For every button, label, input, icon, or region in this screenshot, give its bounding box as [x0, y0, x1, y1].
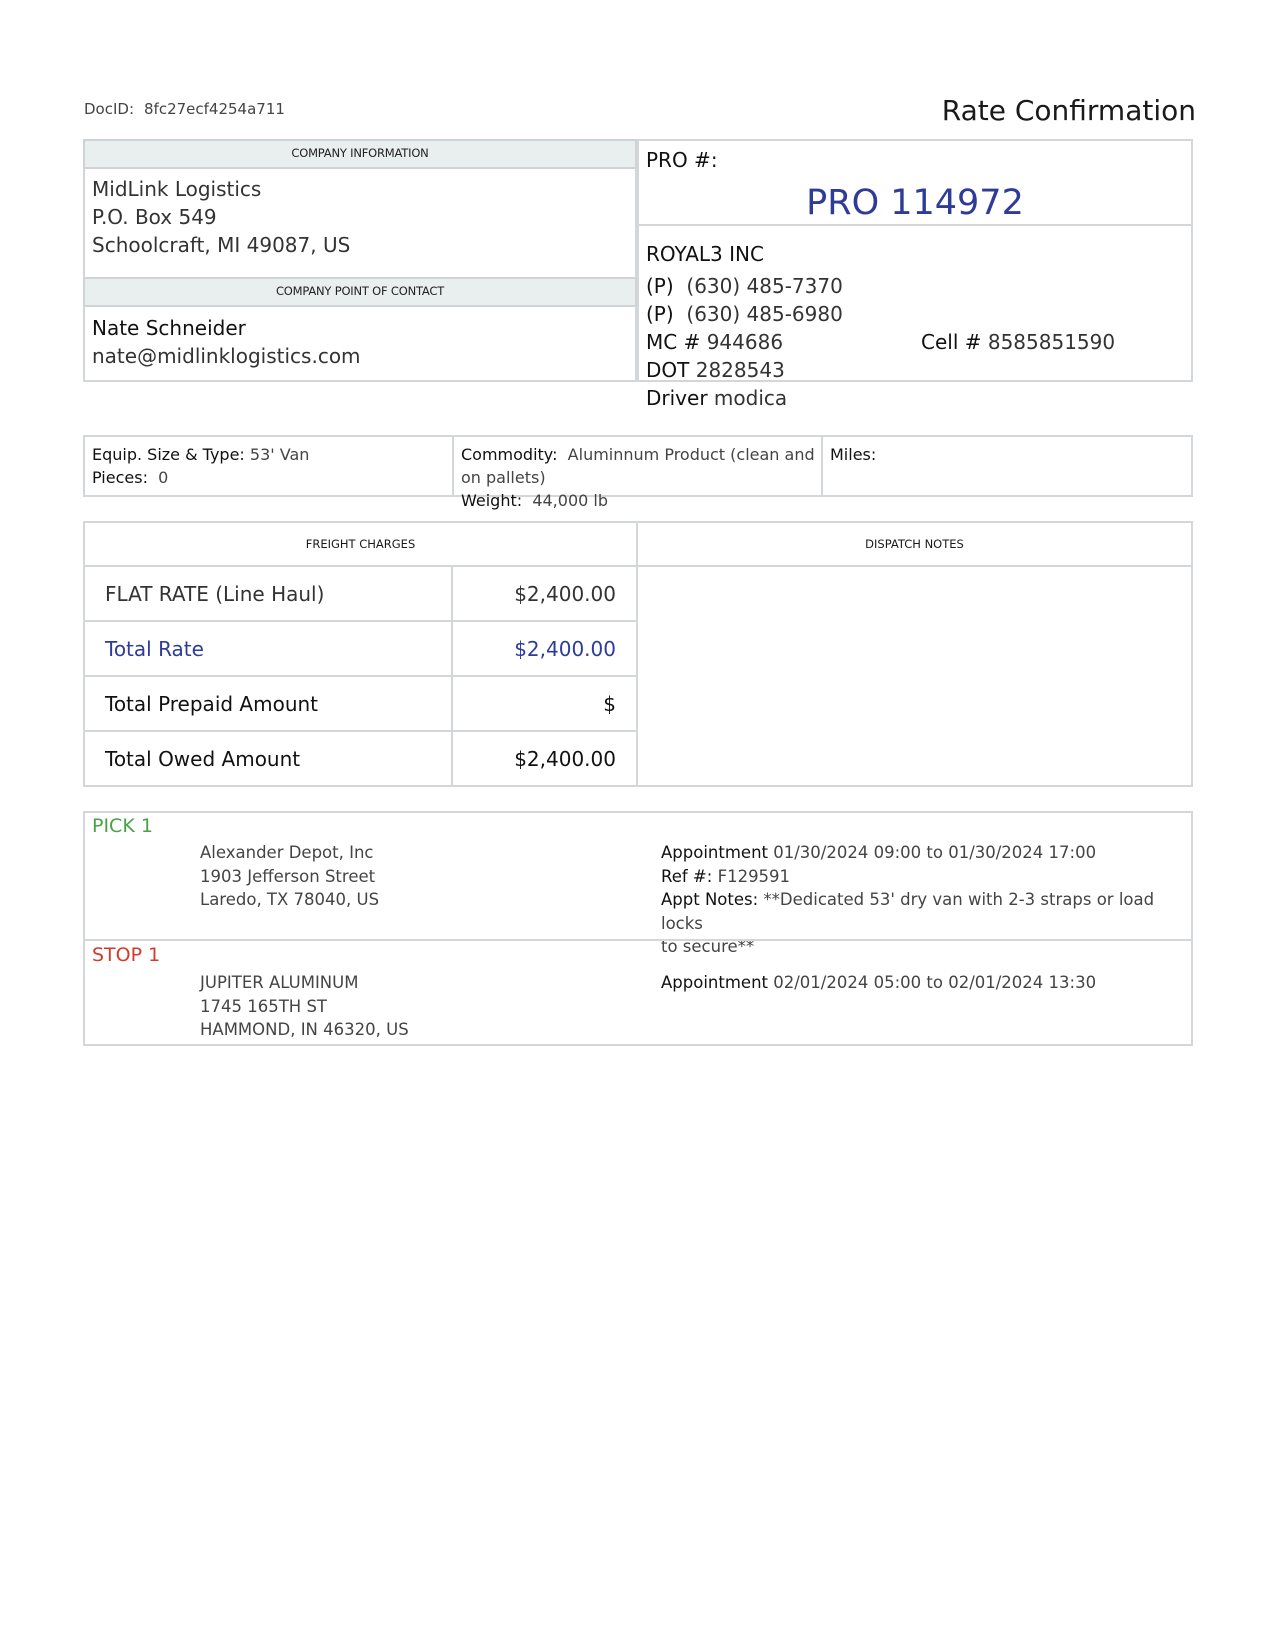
driver-label: Driver	[646, 386, 708, 410]
charge-amount: $2,400.00	[452, 566, 637, 621]
pick-street: 1903 Jefferson Street	[200, 866, 376, 886]
mc-label: MC #	[646, 330, 701, 354]
table-row	[84, 621, 637, 676]
mc-value: 944686	[706, 330, 784, 354]
company-name: MidLink Logistics	[92, 177, 262, 201]
doc-id-value: 8fc27ecf4254a711	[144, 100, 285, 118]
page-title: Rate Confirmation	[941, 94, 1196, 127]
pick-ref-value: F129591	[717, 866, 791, 886]
dot-value: 2828543	[695, 358, 785, 382]
charge-label: FLAT RATE (Line Haul)	[84, 566, 452, 621]
prepaid-amount: $	[452, 676, 637, 731]
owed-amount: $2,400.00	[452, 731, 637, 786]
pieces-value: 0	[158, 468, 169, 487]
equip-value: 53' Van	[249, 445, 310, 464]
company-poc-header: COMPANY POINT OF CONTACT	[83, 277, 637, 307]
freight-charges-header: FREIGHT CHARGES	[305, 537, 416, 551]
table-row	[84, 731, 637, 786]
dot-label: DOT	[646, 358, 690, 382]
table-row	[84, 566, 637, 621]
pick-city: Laredo, TX 78040, US	[200, 890, 380, 909]
prepaid-label: Total Prepaid Amount	[84, 676, 452, 731]
phone2-label: (P)	[646, 302, 674, 326]
cell-label: Cell #	[921, 330, 982, 354]
miles-label: Miles:	[830, 445, 877, 464]
pick-label: PICK 1	[92, 815, 153, 837]
carrier-phone2	[646, 300, 843, 328]
company-poc	[92, 314, 361, 370]
stop-label: STOP 1	[92, 944, 161, 966]
company-address-line1: P.O. Box 549	[92, 205, 217, 229]
doc-id	[84, 100, 285, 118]
total-rate-amount: $2,400.00	[452, 621, 637, 676]
stop-appt-value: 02/01/2024 05:00 to 02/01/2024 13:30	[773, 973, 1097, 992]
commodity-value-line2: on pallets)	[461, 468, 546, 487]
pieces-label: Pieces:	[92, 468, 148, 487]
commodity-value-line1: Aluminnum Product (clean and	[567, 445, 815, 464]
commodity-label: Commodity:	[461, 445, 558, 464]
pick-name: Alexander Depot, Inc	[200, 843, 374, 862]
driver-value: modica	[713, 386, 788, 410]
freight-charges-table	[83, 565, 638, 787]
carrier-dot	[646, 356, 785, 384]
stop-name: JUPITER ALUMINUM	[200, 973, 359, 992]
pick-notes-line1: **Dedicated 53' dry van with 2-3 straps or load locks	[661, 890, 1155, 933]
owed-label: Total Owed Amount	[84, 731, 452, 786]
pick-notes-line2: to secure**	[661, 937, 755, 956]
company-address	[92, 175, 350, 259]
weight-label: Weight:	[461, 491, 523, 510]
pick-ref-label: Ref #:	[661, 866, 713, 886]
equip-label: Equip. Size & Type:	[92, 445, 245, 464]
carrier-cell	[921, 328, 1115, 356]
dispatch-notes-header: DISPATCH NOTES	[865, 537, 964, 551]
phone2-value: (630) 485-6980	[686, 302, 843, 326]
stop-address	[200, 971, 409, 1042]
stop-city: HAMMOND, IN 46320, US	[200, 1020, 409, 1039]
phone1-label: (P)	[646, 274, 674, 298]
total-rate-label: Total Rate	[84, 621, 452, 676]
equip-info	[92, 443, 309, 489]
doc-id-label: DocID:	[84, 100, 135, 118]
phone1-value: (630) 485-7370	[686, 274, 843, 298]
commodity-info	[461, 443, 815, 512]
stop-appt-label: Appointment	[661, 973, 768, 992]
pick-appt-label: Appointment	[661, 843, 768, 862]
pick-appt-value: 01/30/2024 09:00 to 01/30/2024 17:00	[773, 843, 1097, 862]
miles-cell	[821, 435, 1193, 497]
poc-name: Nate Schneider	[92, 316, 246, 340]
carrier-mc	[646, 328, 783, 356]
company-address-line2: Schoolcraft, MI 49087, US	[92, 233, 351, 257]
pro-number: PRO 114972	[806, 183, 1024, 223]
poc-email: nate@midlinklogistics.com	[92, 344, 361, 368]
carrier-phone1	[646, 272, 843, 300]
weight-value: 44,000 lb	[532, 491, 608, 510]
stop-appointment-info	[661, 971, 1181, 995]
carrier-driver	[646, 384, 787, 412]
pick-address	[200, 841, 379, 912]
table-row	[84, 676, 637, 731]
cell-value: 8585851590	[987, 330, 1116, 354]
pro-label: PRO #:	[646, 148, 718, 172]
carrier-name: ROYAL3 INC	[646, 242, 764, 266]
company-info-header: COMPANY INFORMATION	[83, 139, 637, 169]
pick-notes-label: Appt Notes:	[661, 890, 759, 909]
stop-street: 1745 165TH ST	[200, 996, 328, 1016]
